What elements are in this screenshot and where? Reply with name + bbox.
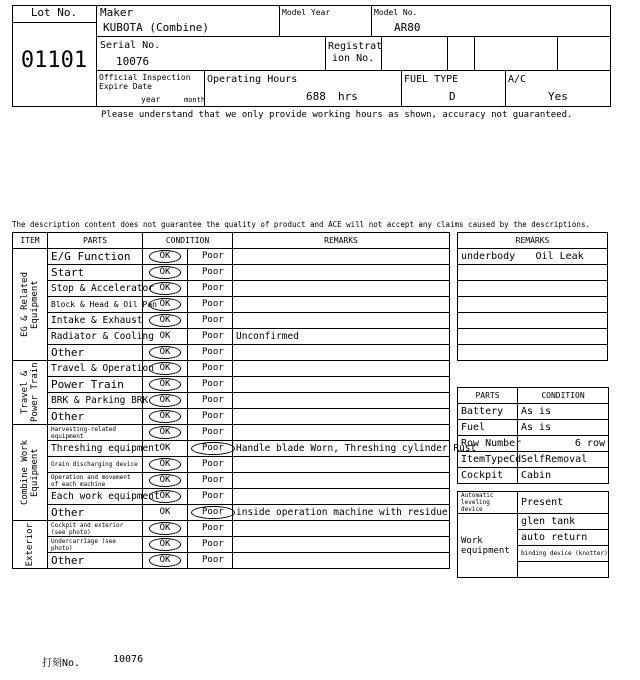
ok-mark: OK: [149, 490, 182, 503]
side-condition-part: Row Number: [458, 436, 518, 452]
side-remarks-row: [458, 265, 608, 281]
poor-mark: Poor: [202, 523, 224, 533]
part-name: Each work equipment: [48, 489, 143, 505]
poor-mark: Poor: [202, 459, 224, 469]
item-group-label: [13, 361, 48, 425]
table-row: [13, 249, 450, 265]
condition-poor: [188, 281, 233, 297]
remarks-cell: Handle blade Worn, Threshing cylinder Rust: [233, 441, 450, 457]
side-condition-part: Cockpit: [458, 468, 518, 484]
ok-mark: OK: [149, 410, 182, 423]
condition-ok: [143, 505, 188, 521]
condition-poor: [188, 249, 233, 265]
poor-mark: Poor: [202, 347, 224, 357]
poor-mark: Poor: [202, 427, 224, 437]
side-remarks-text: [533, 281, 608, 297]
model-no-label: Model No.: [374, 8, 418, 17]
condition-ok: [143, 313, 188, 329]
work-equipment-table: [457, 491, 609, 578]
part-name: Cockpit and exterior (see photo): [48, 521, 143, 537]
part-name: Radiator & Cooling: [48, 329, 143, 345]
inspection-label: Official Inspection: [99, 73, 191, 82]
header-parts: PARTS: [48, 233, 143, 249]
maker-value: KUBOTA (Combine): [103, 21, 209, 34]
divider: [401, 71, 402, 107]
condition-poor: [188, 313, 233, 329]
divider: [371, 5, 372, 37]
poor-mark: Poor: [202, 299, 224, 309]
remarks-cell: [233, 425, 450, 441]
leveling-label: Automatic leveling device: [458, 492, 518, 514]
remarks-cell: [233, 281, 450, 297]
item-group-label: [13, 425, 48, 521]
item-group-label: [13, 249, 48, 361]
remarks-cell: [233, 489, 450, 505]
side-condition-row: [458, 468, 609, 484]
part-name: Power Train: [48, 377, 143, 393]
ok-mark: OK: [149, 298, 182, 311]
model-no-value: AR80: [394, 21, 421, 34]
side-condition-header: [458, 388, 609, 404]
ok-mark: OK: [149, 426, 182, 439]
side-condition-value: Cabin: [518, 468, 609, 484]
serial-value: 10076: [116, 55, 150, 68]
item-group-text: Travel & Power Train: [20, 362, 40, 423]
side-remarks-part: [458, 345, 533, 361]
ok-mark: OK: [149, 554, 182, 567]
side-condition-value: 6 row: [518, 436, 609, 452]
ac-label: A/C: [508, 74, 527, 85]
poor-mark: Poor: [191, 442, 235, 455]
side-condition-part: ItemTypeCd: [458, 452, 518, 468]
table-row: [13, 281, 450, 297]
side-condition-row: [458, 404, 609, 420]
remarks-cell: [233, 297, 450, 313]
side-remarks-text: Oil Leak: [533, 249, 608, 265]
ok-mark: OK: [149, 266, 182, 279]
remarks-cell: [233, 313, 450, 329]
side-remarks-header-cell: REMARKS: [458, 233, 608, 249]
stamp-label: 打刻No.: [42, 658, 81, 669]
part-name: Travel & Operation: [48, 361, 143, 377]
work-value: glen tank: [518, 514, 609, 530]
poor-mark: Poor: [202, 539, 224, 549]
side-parts-header: PARTS: [458, 388, 518, 404]
condition-ok: [143, 537, 188, 553]
side-remarks-header: [458, 233, 608, 249]
poor-mark: Poor: [191, 506, 235, 519]
divider: [279, 5, 280, 37]
item-group-text: Combine Work Equipment: [20, 439, 40, 506]
part-name: Start: [48, 265, 143, 281]
description-notice: The description content does not guarantee the quality of product and ACE will not accept any claims caused by the descriptions.: [12, 220, 590, 229]
side-condition-table: [457, 387, 609, 484]
serial-label: Serial No.: [100, 40, 161, 51]
header-item: ITEM: [13, 233, 48, 249]
table-row: [13, 409, 450, 425]
condition-poor: [188, 521, 233, 537]
table-row: [13, 441, 450, 457]
table-row: [13, 489, 450, 505]
year-label: year: [141, 95, 161, 104]
condition-ok: [143, 425, 188, 441]
side-condition-row: [458, 436, 609, 452]
condition-ok: [143, 361, 188, 377]
side-remarks-row: [458, 281, 608, 297]
lot-label: Lot No.: [12, 5, 96, 23]
side-condition-value: SelfRemoval: [518, 452, 609, 468]
remarks-cell: Unconfirmed: [233, 329, 450, 345]
condition-ok: [143, 409, 188, 425]
ok-mark: OK: [149, 282, 182, 295]
divider: [447, 37, 448, 71]
ok-mark: OK: [149, 362, 182, 375]
registration-label-2: ion No.: [332, 53, 375, 64]
ok-mark: OK: [149, 378, 182, 391]
part-name: Block & Head & Oil Pan: [48, 297, 143, 313]
stamp-value: 10076: [113, 654, 144, 665]
condition-ok: [143, 489, 188, 505]
condition-poor: [188, 345, 233, 361]
poor-mark: Poor: [202, 331, 224, 341]
divider: [474, 37, 475, 71]
condition-ok: [143, 553, 188, 569]
inspection-label-2: Expire Date: [99, 82, 152, 91]
remarks-cell: [233, 345, 450, 361]
side-remarks-row: [458, 329, 608, 345]
part-name: Operation and movement of each machine: [48, 473, 143, 489]
poor-mark: Poor: [202, 555, 224, 565]
work-value: auto return: [518, 530, 609, 546]
part-name: Intake & Exhaust: [48, 313, 143, 329]
condition-poor: [188, 537, 233, 553]
fuel-value: D: [449, 90, 456, 103]
part-name: Undercarriage (see photo): [48, 537, 143, 553]
remarks-cell: inside operation machine with residue: [233, 505, 450, 521]
table-row: [13, 297, 450, 313]
table-row: [13, 329, 450, 345]
registration-label: Registrat: [328, 41, 383, 52]
table-row: [13, 345, 450, 361]
side-remarks-text: [533, 313, 608, 329]
item-group-text: Exterior: [25, 522, 35, 567]
side-remarks-text: [533, 297, 608, 313]
remarks-cell: [233, 249, 450, 265]
condition-poor: [188, 473, 233, 489]
header-remarks: REMARKS: [233, 233, 450, 249]
table-row: [13, 473, 450, 489]
side-condition-value: As is: [518, 404, 609, 420]
header-condition: CONDITION: [143, 233, 233, 249]
condition-ok: [143, 377, 188, 393]
part-name: BRK & Parking BRK: [48, 393, 143, 409]
item-group-label: [13, 521, 48, 569]
side-condition-part: Battery: [458, 404, 518, 420]
leveling-value: Present: [518, 492, 609, 514]
divider: [325, 37, 326, 71]
condition-poor: [188, 553, 233, 569]
poor-mark: Poor: [202, 267, 224, 277]
table-header-row: [13, 233, 450, 249]
side-condition-header-cell: CONDITION: [518, 388, 609, 404]
work-value: [518, 562, 609, 578]
poor-mark: Poor: [202, 251, 224, 261]
poor-mark: Poor: [202, 283, 224, 293]
part-name: Other: [48, 505, 143, 521]
part-name: Other: [48, 553, 143, 569]
table-row: [13, 377, 450, 393]
ok-mark: OK: [159, 331, 171, 341]
remarks-cell: [233, 377, 450, 393]
condition-ok: [143, 345, 188, 361]
condition-ok: [143, 249, 188, 265]
table-row: [13, 457, 450, 473]
remarks-cell: [233, 409, 450, 425]
condition-poor: [188, 297, 233, 313]
leveling-row: [458, 492, 609, 514]
part-name: Grain discharging device: [48, 457, 143, 473]
side-remarks-text: [533, 265, 608, 281]
work-row: [458, 514, 609, 530]
condition-poor: [188, 489, 233, 505]
condition-ok: [143, 297, 188, 313]
ok-mark: OK: [149, 522, 182, 535]
side-condition-row: [458, 452, 609, 468]
table-row: [13, 361, 450, 377]
condition-poor: [188, 329, 233, 345]
ok-mark: OK: [149, 346, 182, 359]
ok-mark: OK: [149, 474, 182, 487]
poor-mark: Poor: [202, 411, 224, 421]
condition-ok: [143, 265, 188, 281]
table-row: [13, 425, 450, 441]
work-value: binding device (knotter): [518, 546, 609, 562]
part-name: Other: [48, 345, 143, 361]
ok-mark: OK: [149, 250, 182, 263]
lot-box: [12, 5, 97, 107]
condition-ok: [143, 521, 188, 537]
side-remarks-part: [458, 297, 533, 313]
side-remarks-part: [458, 281, 533, 297]
condition-poor: [188, 265, 233, 281]
side-remarks-text: [533, 329, 608, 345]
divider: [505, 71, 506, 107]
month-label: month: [184, 96, 206, 104]
side-remarks-part: [458, 265, 533, 281]
ok-mark: OK: [159, 507, 171, 517]
remarks-cell: [233, 265, 450, 281]
condition-poor: [188, 425, 233, 441]
table-row: [13, 537, 450, 553]
hours-value: 688: [306, 90, 326, 103]
poor-mark: Poor: [202, 475, 224, 485]
side-remarks-table: [457, 232, 608, 361]
condition-ok: [143, 473, 188, 489]
part-name: Threshing equipment: [48, 441, 143, 457]
table-row: [13, 553, 450, 569]
hours-label: Operating Hours: [207, 74, 298, 85]
part-name: Stop & Accelerator: [48, 281, 143, 297]
table-row: [13, 505, 450, 521]
table-row: [13, 313, 450, 329]
poor-mark: Poor: [202, 491, 224, 501]
condition-ok: [143, 457, 188, 473]
side-remarks-part: [458, 313, 533, 329]
table-row: [13, 393, 450, 409]
condition-ok: [143, 329, 188, 345]
remarks-cell: [233, 553, 450, 569]
remarks-cell: [233, 537, 450, 553]
poor-mark: Poor: [202, 363, 224, 373]
hours-unit: hrs: [338, 90, 358, 103]
model-year-label: Model Year: [282, 8, 331, 17]
side-remarks-row: [458, 297, 608, 313]
side-remarks-row: [458, 313, 608, 329]
ac-value: Yes: [548, 90, 568, 103]
condition-ok: [143, 441, 188, 457]
poor-mark: Poor: [202, 395, 224, 405]
condition-poor: [188, 377, 233, 393]
poor-mark: Poor: [202, 315, 224, 325]
remarks-cell: [233, 393, 450, 409]
work-label: Work equipment: [458, 514, 518, 578]
side-condition-row: [458, 420, 609, 436]
side-remarks-part: [458, 329, 533, 345]
table-row: [13, 265, 450, 281]
condition-ok: [143, 281, 188, 297]
item-group-text: EG & Related Equipment: [20, 271, 40, 338]
remarks-cell: [233, 361, 450, 377]
condition-poor: [188, 505, 233, 521]
side-remarks-part: underbody: [458, 249, 533, 265]
ok-mark: OK: [159, 443, 171, 453]
condition-poor: [188, 457, 233, 473]
condition-ok: [143, 393, 188, 409]
condition-poor: [188, 393, 233, 409]
fuel-label: FUEL TYPE: [404, 74, 459, 85]
side-condition-part: Fuel: [458, 420, 518, 436]
condition-poor: [188, 409, 233, 425]
hours-notice: Please understand that we only provide working hours as shown, accuracy not guaranteed.: [101, 110, 573, 120]
side-remarks-row: [458, 249, 608, 265]
part-name: E/G Function: [48, 249, 143, 265]
ok-mark: OK: [149, 314, 182, 327]
remarks-cell: [233, 473, 450, 489]
ok-mark: OK: [149, 458, 182, 471]
side-remarks-row: [458, 345, 608, 361]
lot-number: 01101: [20, 48, 88, 73]
maker-label: Maker: [100, 6, 134, 19]
remarks-cell: [233, 457, 450, 473]
side-remarks-text: [533, 345, 608, 361]
ok-mark: OK: [149, 538, 182, 551]
remarks-cell: [233, 521, 450, 537]
part-name: Other: [48, 409, 143, 425]
part-name: Harvesting-related equipment: [48, 425, 143, 441]
ok-mark: OK: [149, 394, 182, 407]
divider: [557, 37, 558, 71]
condition-poor: [188, 441, 233, 457]
poor-mark: Poor: [202, 379, 224, 389]
side-condition-value: As is: [518, 420, 609, 436]
table-row: [13, 521, 450, 537]
condition-poor: [188, 361, 233, 377]
